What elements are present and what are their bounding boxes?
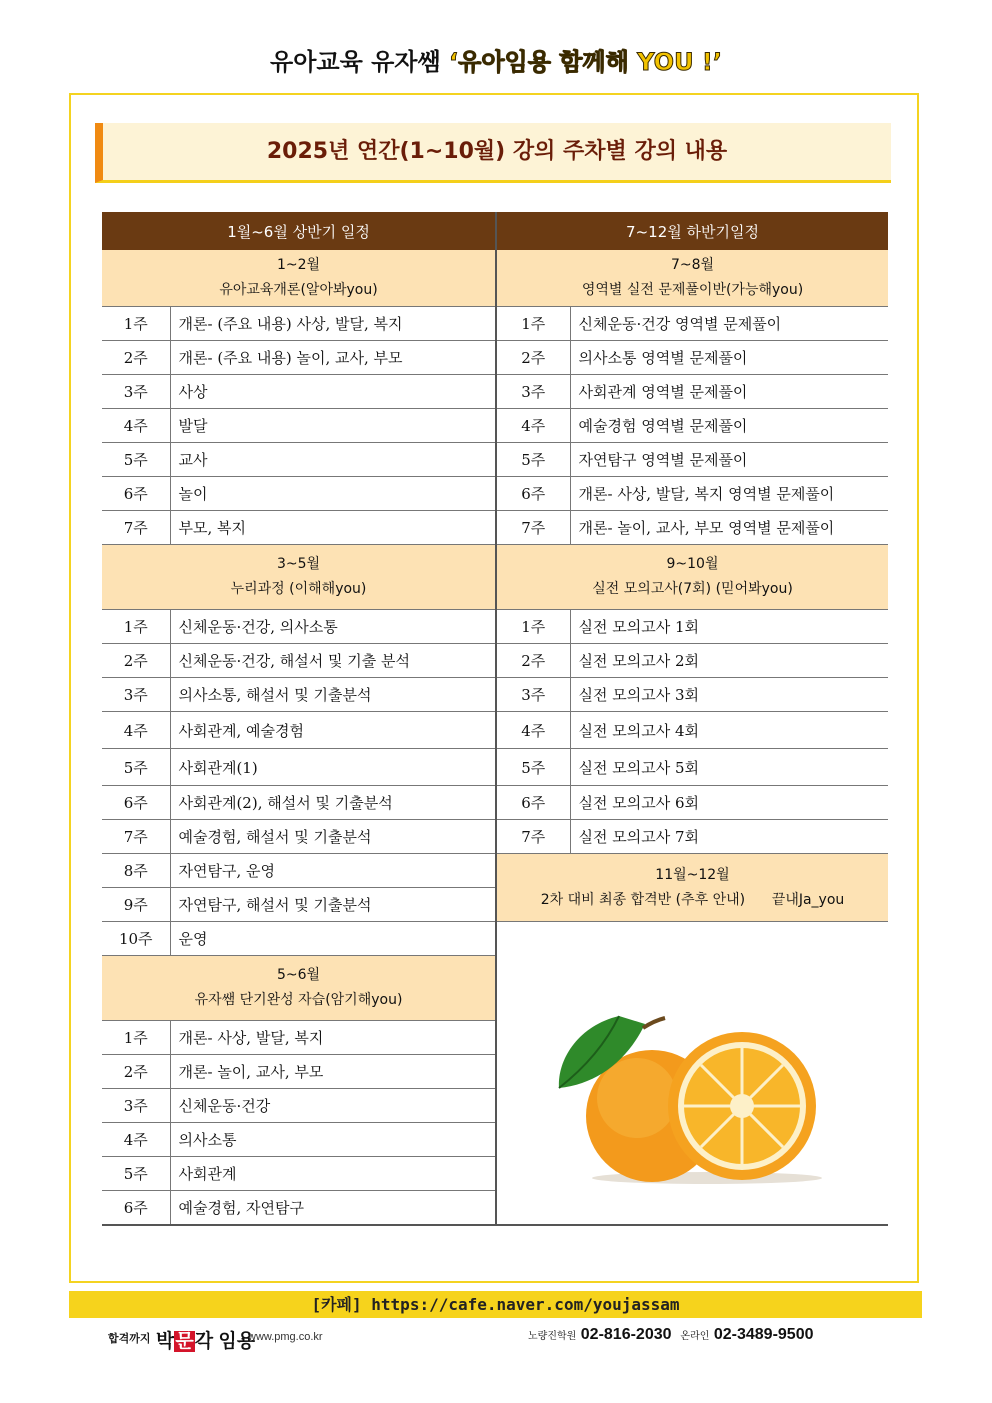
section-row (102, 250, 888, 307)
week-cell: 6주 (102, 786, 170, 820)
section-name: 영역별 실전 문제풀이반(가능해you) (581, 282, 804, 298)
branch-label: 노량진학원 (528, 1331, 577, 1342)
topic-cell: 사회관계 (170, 1157, 496, 1191)
table-row (102, 307, 888, 341)
topic-cell: 실전 모의고사 4회 (570, 712, 888, 749)
week-cell: 1주 (102, 1021, 170, 1055)
topic-cell: 의사소통 영역별 문제풀이 (570, 341, 888, 375)
section-nov-dec (496, 854, 888, 922)
topic-cell: 놀이 (170, 477, 496, 511)
right-column-header: 7~12월 하반기일정 (496, 212, 888, 250)
week-cell: 1주 (102, 307, 170, 341)
topic-cell: 신체운동·건강, 의사소통 (170, 610, 496, 644)
footer-contacts (528, 1326, 813, 1344)
section-jul-aug (496, 250, 888, 307)
topic-cell: 사상 (170, 375, 496, 409)
week-cell: 2주 (102, 1055, 170, 1089)
week-cell: 2주 (102, 644, 170, 678)
topic-cell: 자연탐구, 해설서 및 기출분석 (170, 888, 496, 922)
banner-title: 2025년 연간(1~10월) 강의 주차별 강의 내용 (266, 139, 728, 164)
heading-prefix: 유아교육 유자쌤 (270, 48, 441, 76)
topic-cell: 개론- (주요 내용) 사상, 발달, 복지 (170, 307, 496, 341)
orange-fruit-icon (557, 1006, 827, 1186)
table-row (102, 922, 888, 956)
week-cell: 9주 (102, 888, 170, 922)
topic-cell: 사회관계, 예술경험 (170, 712, 496, 749)
week-cell: 4주 (496, 409, 570, 443)
table-row (102, 644, 888, 678)
section-month: 9~10월 (666, 556, 719, 572)
table-row (102, 678, 888, 712)
topic-cell: 사회관계 영역별 문제풀이 (570, 375, 888, 409)
topic-cell: 의사소통 (170, 1123, 496, 1157)
week-cell: 7주 (102, 820, 170, 854)
week-cell: 4주 (102, 409, 170, 443)
topic-cell: 실전 모의고사 1회 (570, 610, 888, 644)
week-cell: 6주 (102, 477, 170, 511)
topic-cell: 개론- 놀이, 교사, 부모 (170, 1055, 496, 1089)
section-name: 2차 대비 최종 합격반 (추후 안내) (540, 891, 746, 908)
topic-cell: 부모, 복지 (170, 511, 496, 545)
topic-cell: 자연탐구 영역별 문제풀이 (570, 443, 888, 477)
topic-cell: 실전 모의고사 7회 (570, 820, 888, 854)
week-cell: 4주 (102, 712, 170, 749)
table-row (102, 712, 888, 749)
section-month: 1~2월 (276, 257, 321, 273)
week-cell: 6주 (496, 477, 570, 511)
week-cell: 2주 (102, 341, 170, 375)
topic-cell: 예술경험 영역별 문제풀이 (570, 409, 888, 443)
week-cell: 6주 (496, 786, 570, 820)
cafe-bar (69, 1291, 922, 1318)
section-sep-oct (496, 545, 888, 610)
topic-cell: 신체운동·건강 영역별 문제풀이 (570, 307, 888, 341)
footer (0, 1326, 992, 1356)
section-may-jun (102, 956, 496, 1021)
table-row (102, 786, 888, 820)
week-cell: 3주 (496, 678, 570, 712)
online-label: 온라인 (680, 1331, 710, 1342)
section-month: 5~6월 (276, 967, 321, 983)
section-name: 누리과정 (이해해you) (230, 581, 367, 597)
brand-logo (156, 1326, 255, 1353)
week-cell: 5주 (102, 443, 170, 477)
topic-cell: 개론- 사상, 발달, 복지 영역별 문제풀이 (570, 477, 888, 511)
section-row (102, 545, 888, 610)
week-cell: 7주 (496, 820, 570, 854)
cafe-label: [카페] (311, 1295, 362, 1314)
week-cell: 1주 (102, 610, 170, 644)
table-row (102, 341, 888, 375)
topic-cell: 실전 모의고사 5회 (570, 749, 888, 786)
week-cell: 4주 (102, 1123, 170, 1157)
table-row (102, 820, 888, 854)
illustration-cell (496, 922, 888, 1226)
topic-cell: 개론- (주요 내용) 놀이, 교사, 부모 (170, 341, 496, 375)
topic-cell: 실전 모의고사 6회 (570, 786, 888, 820)
left-column-header: 1월~6월 상반기 일정 (102, 212, 496, 250)
week-cell: 5주 (496, 443, 570, 477)
section-mar-may (102, 545, 496, 610)
section-month: 11월~12월 (655, 866, 730, 883)
online-phone: 02-3489-9500 (713, 1326, 814, 1343)
section-month: 3~5월 (276, 556, 321, 572)
table-row (102, 375, 888, 409)
week-cell: 5주 (496, 749, 570, 786)
topic-cell: 사회관계(1) (170, 749, 496, 786)
page-heading (0, 42, 992, 77)
topic-cell: 개론- 사상, 발달, 복지 (170, 1021, 496, 1055)
week-cell: 2주 (496, 341, 570, 375)
week-cell: 3주 (102, 678, 170, 712)
brand-part: 문 (175, 1331, 194, 1352)
week-cell: 3주 (102, 1089, 170, 1123)
section-name: 유자쌤 단기완성 자습(암기해you) (194, 992, 403, 1008)
week-cell: 3주 (496, 375, 570, 409)
branch-phone: 02-816-2030 (580, 1326, 672, 1343)
week-cell: 8주 (102, 854, 170, 888)
section-name: 실전 모의고사(7회) (믿어봐you) (592, 581, 793, 597)
footer-slogan: 합격까지 (108, 1333, 151, 1345)
section-tag: 끝내Ja_you (771, 891, 845, 908)
week-cell: 6주 (102, 1191, 170, 1226)
topic-cell: 예술경험, 자연탐구 (170, 1191, 496, 1226)
topic-cell: 개론- 놀이, 교사, 부모 영역별 문제풀이 (570, 511, 888, 545)
section-name-line (497, 888, 888, 913)
topic-cell: 의사소통, 해설서 및 기출분석 (170, 678, 496, 712)
section-name: 유아교육개론(알아봐you) (219, 282, 378, 298)
section-month: 7~8월 (670, 257, 715, 273)
week-cell: 7주 (102, 511, 170, 545)
brand-part: 임용 (218, 1331, 256, 1352)
topic-cell: 신체운동·건강 (170, 1089, 496, 1123)
topic-cell: 사회관계(2), 해설서 및 기출분석 (170, 786, 496, 820)
week-cell: 5주 (102, 749, 170, 786)
topic-cell: 실전 모의고사 3회 (570, 678, 888, 712)
topic-cell: 운영 (170, 922, 496, 956)
week-cell: 4주 (496, 712, 570, 749)
footer-website[interactable]: www.pmg.co.kr (248, 1331, 323, 1343)
topic-cell: 신체운동·건강, 해설서 및 기출 분석 (170, 644, 496, 678)
week-cell: 10주 (102, 922, 170, 956)
table-row (102, 443, 888, 477)
table-row (102, 477, 888, 511)
topic-cell: 자연탐구, 운영 (170, 854, 496, 888)
column-header-row (102, 212, 888, 250)
cafe-link[interactable]: https://cafe.naver.com/youjassam (371, 1295, 680, 1314)
topic-cell: 실전 모의고사 2회 (570, 644, 888, 678)
section-jan-feb (102, 250, 496, 307)
table-row (102, 854, 888, 888)
table-row (102, 511, 888, 545)
table-row (102, 610, 888, 644)
week-cell: 1주 (496, 307, 570, 341)
topic-cell: 교사 (170, 443, 496, 477)
week-cell: 2주 (496, 644, 570, 678)
brand-part: 박 (156, 1331, 175, 1352)
schedule-table (102, 212, 888, 1226)
week-cell: 7주 (496, 511, 570, 545)
week-cell: 3주 (102, 375, 170, 409)
topic-cell: 발달 (170, 409, 496, 443)
heading-highlight: ‘유아임용 함께해 YOU !’ (449, 48, 722, 76)
week-cell: 5주 (102, 1157, 170, 1191)
brand-part: 각 (194, 1331, 214, 1352)
week-cell: 1주 (496, 610, 570, 644)
topic-cell: 예술경험, 해설서 및 기출분석 (170, 820, 496, 854)
table-row (102, 749, 888, 786)
table-row (102, 409, 888, 443)
title-banner (95, 123, 891, 183)
